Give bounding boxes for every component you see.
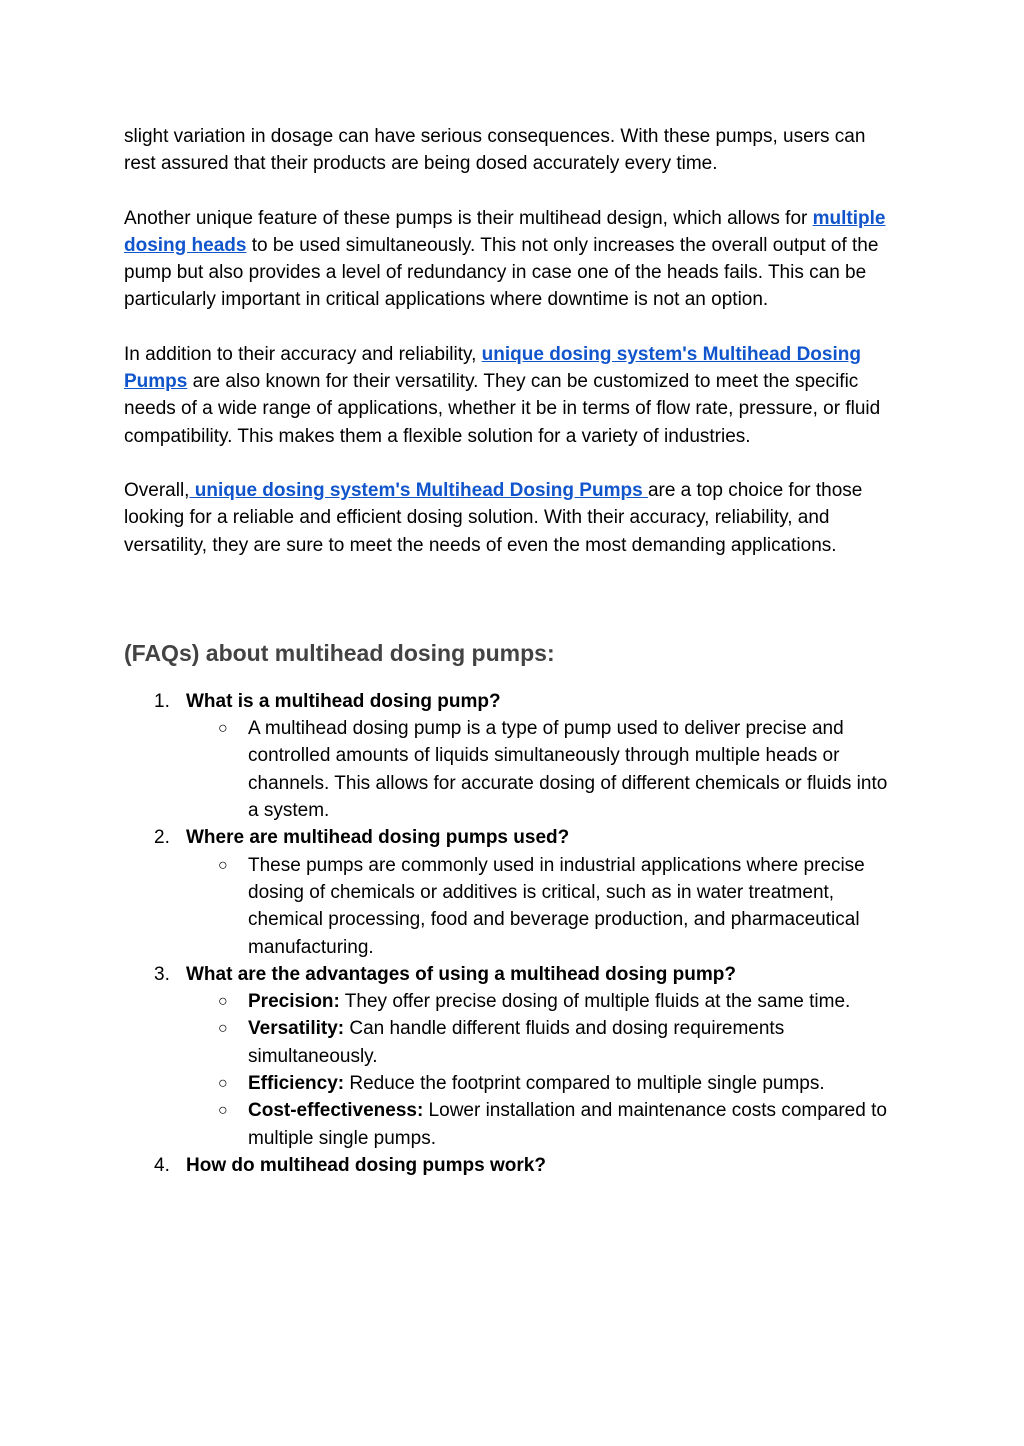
faq-answer [186,1070,899,1097]
paragraph-text-before: Overall, [124,479,190,501]
faq-answer-text: A multihead dosing pump is a type of pump used to deliver precise and controlled amounts of liquids simultaneously through multiple heads or channels. This allows for accurate dosing of different chemicals or fluids into a system. [248,718,888,822]
faq-number: 3. [154,963,170,985]
faq-question: What is a multihead dosing pump? [186,690,501,712]
faq-answer [186,1097,899,1152]
hollow-circle-bullet-icon: ○ [218,1102,228,1120]
faq-answer-text: Can handle different fluids and dosing requirements simultaneously. [248,1018,785,1067]
hollow-circle-bullet-icon: ○ [218,1075,228,1093]
faq-answer-term: Precision: [248,991,340,1013]
paragraph-text-before: Another unique feature of these pumps is their multihead design, which allows for [124,207,813,229]
paragraph-text-before: In addition to their accuracy and reliability, [124,343,482,365]
hollow-circle-bullet-icon: ○ [218,856,228,874]
document-page [124,123,899,1179]
faq-answer [186,1015,899,1070]
faq-answer [186,715,899,824]
faq-question: Where are multihead dosing pumps used? [186,827,570,849]
faq-question: What are the advantages of using a multihead dosing pump? [186,963,736,985]
faq-answer-text: Reduce the footprint compared to multiple single pumps. [344,1073,825,1095]
faq-item [124,688,899,824]
faq-answer-term: Versatility: [248,1018,345,1040]
paragraph-text-after: to be used simultaneously. This not only increases the overall output of the pump but also provides a level of redundancy in case one of the heads fails. This can be particularly important in critical applications where downtime is not an option. [124,234,879,311]
paragraph-text-after: are also known for their versatility. They can be customized to meet the specific needs of a wide range of applications, whether it be in terms of flow rate, pressure, or fluid compatibility. This makes them a flexible solution for a variety of industries. [124,371,881,447]
hollow-circle-bullet-icon: ○ [218,1020,228,1038]
faq-answer-list [186,715,899,824]
faq-question: How do multihead dosing pumps work? [186,1154,546,1176]
hollow-circle-bullet-icon: ○ [218,720,228,738]
paragraph-text-after: are a top choice for those looking for a reliable and efficient dosing solution. With their accuracy, reliability, and versatility, they are sure to meet the needs of even the most demanding applications. [124,479,863,556]
faq-answer [186,988,899,1015]
faq-answer [186,852,899,961]
paragraph-dosage-consequences [124,123,899,178]
faq-heading: (FAQs) about multihead dosing pumps: [124,639,555,666]
faq-item [124,824,899,960]
faq-list [124,688,899,1179]
link-multiple-dosing-heads[interactable]: multiple dosing heads [124,207,886,256]
link-multihead-dosing-pumps-overall[interactable]: unique dosing system's Multihead Dosing Pumps [189,479,648,501]
faq-number: 4. [154,1154,170,1176]
hollow-circle-bullet-icon: ○ [218,993,228,1011]
faq-answer-text: They offer precise dosing of multiple fluids at the same time. [339,991,851,1013]
faq-item [124,961,899,1152]
paragraph-versatility [124,341,899,450]
faq-item [124,1152,899,1179]
faq-answer-list [186,852,899,961]
faq-answer-text: Lower installation and maintenance costs compared to multiple single pumps. [248,1100,887,1149]
paragraph-overall [124,477,899,559]
faq-answer-list [186,988,899,1152]
faq-number: 1. [154,690,170,712]
link-multihead-dosing-pumps[interactable]: unique dosing system's Multihead Dosing Pumps [124,343,861,393]
faq-answer-text: These pumps are commonly used in industrial applications where precise dosing of chemicals or additives is critical, such as in water treatment, chemical processing, food and beverage production, and pharmaceutical manufacturing. [248,854,865,958]
faq-answer-term: Efficiency: [248,1073,345,1095]
faq-number: 2. [154,827,170,849]
paragraph-multihead-design [124,205,899,314]
paragraph-text: slight variation in dosage can have serious consequences. With these pumps, users can rest assured that their products are being dosed accurately every time. [124,126,866,175]
faq-answer-term: Cost-effectiveness: [248,1100,424,1122]
